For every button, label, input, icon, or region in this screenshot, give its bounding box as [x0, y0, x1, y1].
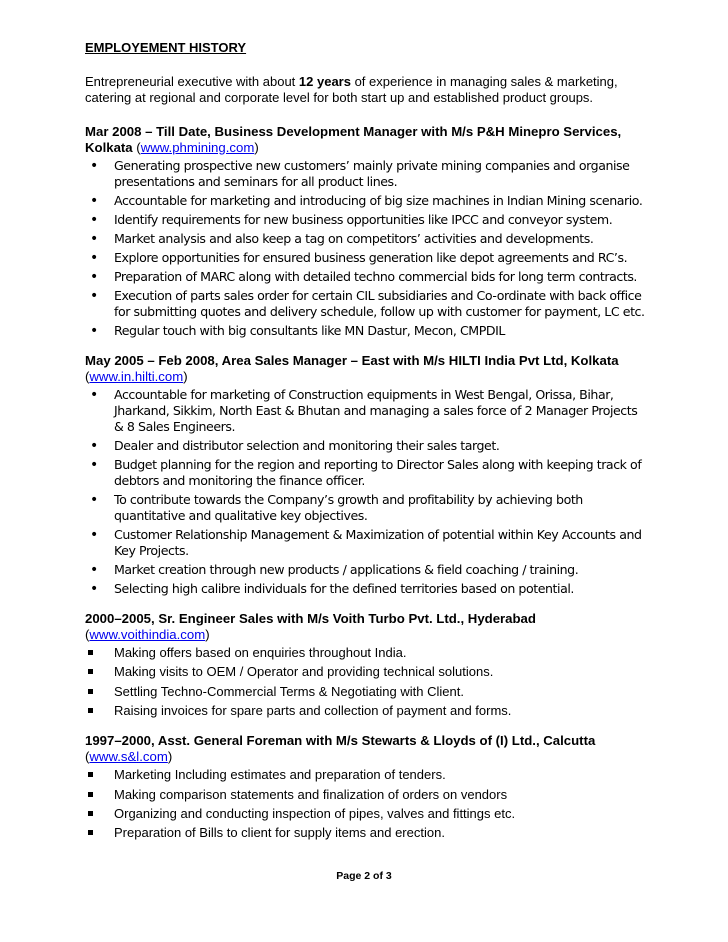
- paren: ): [183, 369, 188, 384]
- paren: ): [205, 627, 210, 642]
- list-item: • Market analysis and also keep a tag on competitors’ activities and developments.: [85, 231, 645, 247]
- list-item: • Budget planning for the region and reporting to Director Sales along with keeping track of debtors and monitoring the finance officer.: [85, 457, 645, 489]
- job-entry-voith: [85, 611, 645, 719]
- resume-page: [85, 40, 645, 855]
- job-entry-pnh: [85, 124, 645, 339]
- job-title: [85, 611, 645, 643]
- website-link[interactable]: www.in.hilti.com: [89, 369, 184, 384]
- job-title-text: May 2005 – Feb 2008, Area Sales Manager – East with M/s HILTI India Pvt Ltd, Kolkata: [85, 353, 619, 368]
- website-link[interactable]: www.phmining.com: [140, 140, 255, 155]
- job-entry-hilti: [85, 353, 645, 597]
- job-title-text: 2000–2005, Sr. Engineer Sales with M/s Voith Turbo Pvt. Ltd., Hyderabad: [85, 611, 536, 626]
- list-item: • Customer Relationship Management & Maximization of potential within Key Accounts and Key Projects.: [85, 527, 645, 559]
- section-heading: EMPLOYEMENT HISTORY: [85, 40, 247, 55]
- list-item: • Identify requirements for new business opportunities like IPCC and conveyor system.: [85, 212, 645, 228]
- list-item: • To contribute towards the Company’s growth and profitability by achieving both quantitative and qualitative key objectives.: [85, 492, 645, 524]
- list-item: Organizing and conducting inspection of pipes, valves and fittings etc.: [85, 806, 645, 822]
- list-item: • Accountable for marketing of Construction equipments in West Bengal, Orissa, Bihar, Jharkand, Sikkim, North East & Bhutan and managing a sales force of 2 Manager Projects & 8 Sales Engineers.: [85, 387, 645, 435]
- list-item: • Generating prospective new customers’ mainly private mining companies and organise presentations and seminars for all product lines.: [85, 158, 645, 190]
- list-item: • Explore opportunities for ensured business generation like depot agreements and RC’s.: [85, 250, 645, 266]
- intro-text-end: of experience in managing sales & marketing, catering at regional and corporate level for both start up and established product groups.: [85, 74, 618, 105]
- list-item: Settling Techno-Commercial Terms & Negotiating with Client.: [85, 684, 645, 700]
- list-item: Making offers based on enquiries throughout India.: [85, 645, 645, 661]
- list-item: Marketing Including estimates and preparation of tenders.: [85, 767, 645, 783]
- website: [133, 140, 259, 155]
- website-link[interactable]: www.voithindia.com: [89, 627, 206, 642]
- intro-text: Entrepreneurial executive with about: [85, 74, 299, 89]
- list-item: • Execution of parts sales order for certain CIL subsidiaries and Co-ordinate with back office for submitting quotes and delivery schedule, follow up with customer for payment, LC etc.: [85, 288, 645, 320]
- page-number: Page 2 of 3: [336, 870, 392, 882]
- list-item: • Accountable for marketing and introducing of big size machines in Indian Mining scenario.: [85, 193, 645, 209]
- list-item: Making comparison statements and finalization of orders on vendors: [85, 787, 645, 803]
- website: [85, 369, 188, 384]
- paren: ): [167, 749, 173, 765]
- paren: (: [132, 140, 141, 155]
- paren: (: [85, 749, 90, 765]
- intro-paragraph: [85, 74, 645, 106]
- website: [85, 749, 172, 764]
- job-title-text: 1997–2000, Asst. General Foreman with M/s Stewarts & Lloyds of (I) Ltd., Calcutta: [85, 733, 596, 749]
- paren: (: [85, 627, 90, 642]
- bullet-list: [85, 158, 645, 339]
- list-item: Making visits to OEM / Operator and providing technical solutions.: [85, 664, 645, 680]
- list-item: • Regular touch with big consultants like MN Dastur, Mecon, CMPDIL: [85, 323, 645, 339]
- bullet-list: [85, 387, 645, 597]
- job-entry-stewarts: [85, 733, 645, 841]
- job-title: [85, 353, 645, 385]
- list-item: Raising invoices for spare parts and collection of payment and forms.: [85, 703, 645, 719]
- website-link[interactable]: www.s&l.com: [89, 749, 168, 765]
- job-title: [85, 124, 645, 156]
- paren: ): [254, 140, 259, 155]
- list-item: • Selecting high calibre individuals for the defined territories based on potential.: [85, 581, 645, 597]
- bullet-list: [85, 767, 645, 841]
- list-item: • Dealer and distributor selection and monitoring their sales target.: [85, 438, 645, 454]
- intro-years: 12 years: [298, 74, 351, 89]
- paren: (: [85, 369, 90, 384]
- job-title: [85, 733, 645, 765]
- list-item: Preparation of Bills to client for supply items and erection.: [85, 825, 645, 841]
- website: [85, 627, 210, 642]
- job-title-text: Mar 2008 – Till Date, Business Development Manager with M/s P&H Minepro Services, Kolkata: [85, 124, 622, 155]
- list-item: • Market creation through new products / applications & field coaching / training.: [85, 562, 645, 578]
- list-item: • Preparation of MARC along with detailed techno commercial bids for long term contracts.: [85, 269, 645, 285]
- bullet-list: [85, 645, 645, 719]
